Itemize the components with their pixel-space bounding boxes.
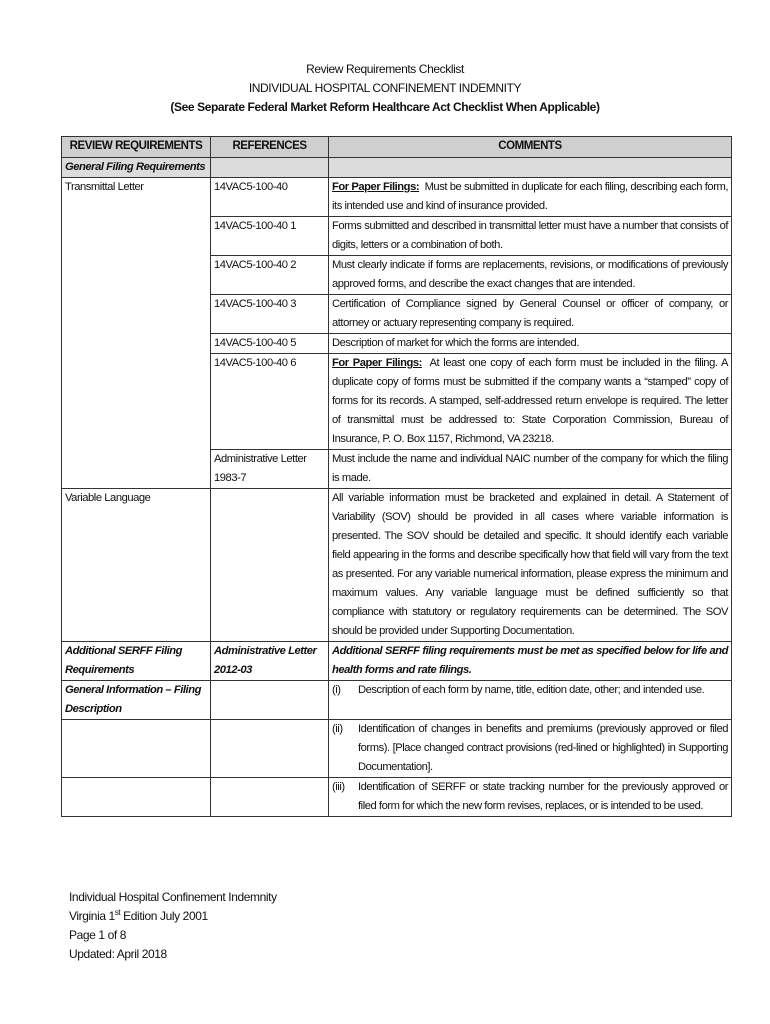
requirement-cell [62, 256, 211, 295]
reference-cell [211, 489, 329, 642]
table-row [62, 217, 732, 256]
table-row [62, 354, 732, 450]
comment-cell [329, 720, 732, 778]
footer-edition-text: Virginia 1 [69, 909, 115, 923]
comment-cell: Certification of Compliance signed by General Counsel or officer of company, or attorney or actuary representing company is required. [329, 295, 732, 334]
column-header-review-requirements: REVIEW REQUIREMENTS [62, 137, 211, 158]
reference-cell: 14VAC5-100-40 5 [211, 334, 329, 354]
footer-edition-sup: st [114, 908, 121, 917]
comment-cell [329, 681, 732, 720]
comment-cell [329, 354, 732, 450]
comment-prefix: For Paper Filings: [332, 357, 422, 369]
reference-cell: 14VAC5-100-40 [211, 178, 329, 217]
table-row [62, 178, 732, 217]
section-label: General Filing Requirements [62, 158, 211, 178]
footer-edition [69, 907, 277, 926]
reference-cell: 14VAC5-100-40 3 [211, 295, 329, 334]
header-subtitle: INDIVIDUAL HOSPITAL CONFINEMENT INDEMNITY [248, 81, 522, 95]
section-cell-empty [211, 158, 329, 178]
requirement-cell [62, 450, 211, 489]
list-item: Identification of changes in benefits and premiums (previously approved or filed forms). [Place changed contract provisions (red-lined or highlighted) in Supporting Documentation]. [358, 723, 728, 773]
reference-cell: 14VAC5-100-40 2 [211, 256, 329, 295]
document-footer [69, 888, 277, 964]
requirement-cell: Additional SERFF Filing Requirements [62, 642, 211, 681]
header-note: (See Separate Federal Market Reform Healthcare Act Checklist When Applicable) [170, 100, 600, 114]
footer-updated: Updated: April 2018 [69, 947, 167, 961]
requirement-cell [62, 354, 211, 450]
section-cell-empty [329, 158, 732, 178]
comment-cell [329, 778, 732, 817]
list-item: Identification of SERFF or state tracking number for the previously approved or filed form for which the new form revises, replaces, or is intended to be used. [358, 781, 728, 812]
comment-cell: Must clearly indicate if forms are replacements, revisions, or modifications of previously approved forms, and describe the exact changes that are intended. [329, 256, 732, 295]
requirement-cell [62, 778, 211, 817]
reference-cell: Administrative Letter 2012-03 [211, 642, 329, 681]
comment-text: Must be submitted in duplicate for each filing, describing each form, its intended use and kind of insurance provided. [332, 181, 728, 212]
comment-cell: Forms submitted and described in transmittal letter must have a number that consists of digits, letters or a combination of both. [329, 217, 732, 256]
requirement-cell [62, 334, 211, 354]
list-marker: (ii) [332, 723, 343, 735]
comment-cell: Description of market for which the forms are intended. [329, 334, 732, 354]
column-header-references: REFERENCES [211, 137, 329, 158]
comment-prefix: For Paper Filings: [332, 181, 420, 193]
document-header [0, 60, 770, 117]
reference-cell: 14VAC5-100-40 6 [211, 354, 329, 450]
reference-cell: Administrative Letter 1983-7 [211, 450, 329, 489]
table-row [62, 778, 732, 817]
reference-cell [211, 778, 329, 817]
table-row [62, 450, 732, 489]
requirements-table [61, 136, 732, 817]
table-header-row [62, 137, 732, 158]
comment-cell: Additional SERFF filing requirements must be met as specified below for life and health forms and rate filings. [329, 642, 732, 681]
table-row-serff [62, 642, 732, 681]
reference-cell [211, 681, 329, 720]
table-row [62, 681, 732, 720]
column-header-comments: COMMENTS [329, 137, 732, 158]
list-marker: (iii) [332, 781, 345, 793]
requirement-cell: Transmittal Letter [62, 178, 211, 217]
reference-cell [211, 720, 329, 778]
table-row [62, 489, 732, 642]
table-row [62, 334, 732, 354]
footer-page-number: Page 1 of 8 [69, 928, 126, 942]
requirement-cell [62, 295, 211, 334]
comment-text: At least one copy of each form must be included in the filing. A duplicate copy of forms must be submitted if the company wants a “stamped” copy of forms for its records. A stamped, self-addressed return envelope is required. The letter of transmittal must be addressed to: State Corporation Commission, Bureau of Insurance, P. O. Box 1157, Richmond, VA 23218. [332, 357, 728, 445]
requirement-cell [62, 217, 211, 256]
table-row [62, 295, 732, 334]
section-row-general-filing [62, 158, 732, 178]
list-item: Description of each form by name, title, edition date, other; and intended use. [358, 684, 705, 696]
requirement-cell: Variable Language [62, 489, 211, 642]
reference-cell: 14VAC5-100-40 1 [211, 217, 329, 256]
requirement-cell [62, 720, 211, 778]
footer-edition-date: Edition July 2001 [120, 909, 208, 923]
comment-cell: Must include the name and individual NAIC number of the company for which the filing is made. [329, 450, 732, 489]
table-row [62, 256, 732, 295]
footer-title: Individual Hospital Confinement Indemnity [69, 890, 277, 904]
header-title: Review Requirements Checklist [306, 62, 464, 76]
comment-cell: All variable information must be bracketed and explained in detail. A Statement of Variability (SOV) should be provided in all cases where variable information is presented. The SOV should be detailed and specific. It should identify each variable field appearing in the forms and describe specifically how that field will vary from the text as presented. For any variable numerical information, please express the minimum and maximum values. Any variable language must be defined sufficiently so that compliance with statutory or regulatory requirements can be determined. The SOV should be provided under Supporting Documentation. [329, 489, 732, 642]
requirement-cell: General Information – Filing Description [62, 681, 211, 720]
table-row [62, 720, 732, 778]
comment-cell [329, 178, 732, 217]
list-marker: (i) [332, 684, 341, 696]
